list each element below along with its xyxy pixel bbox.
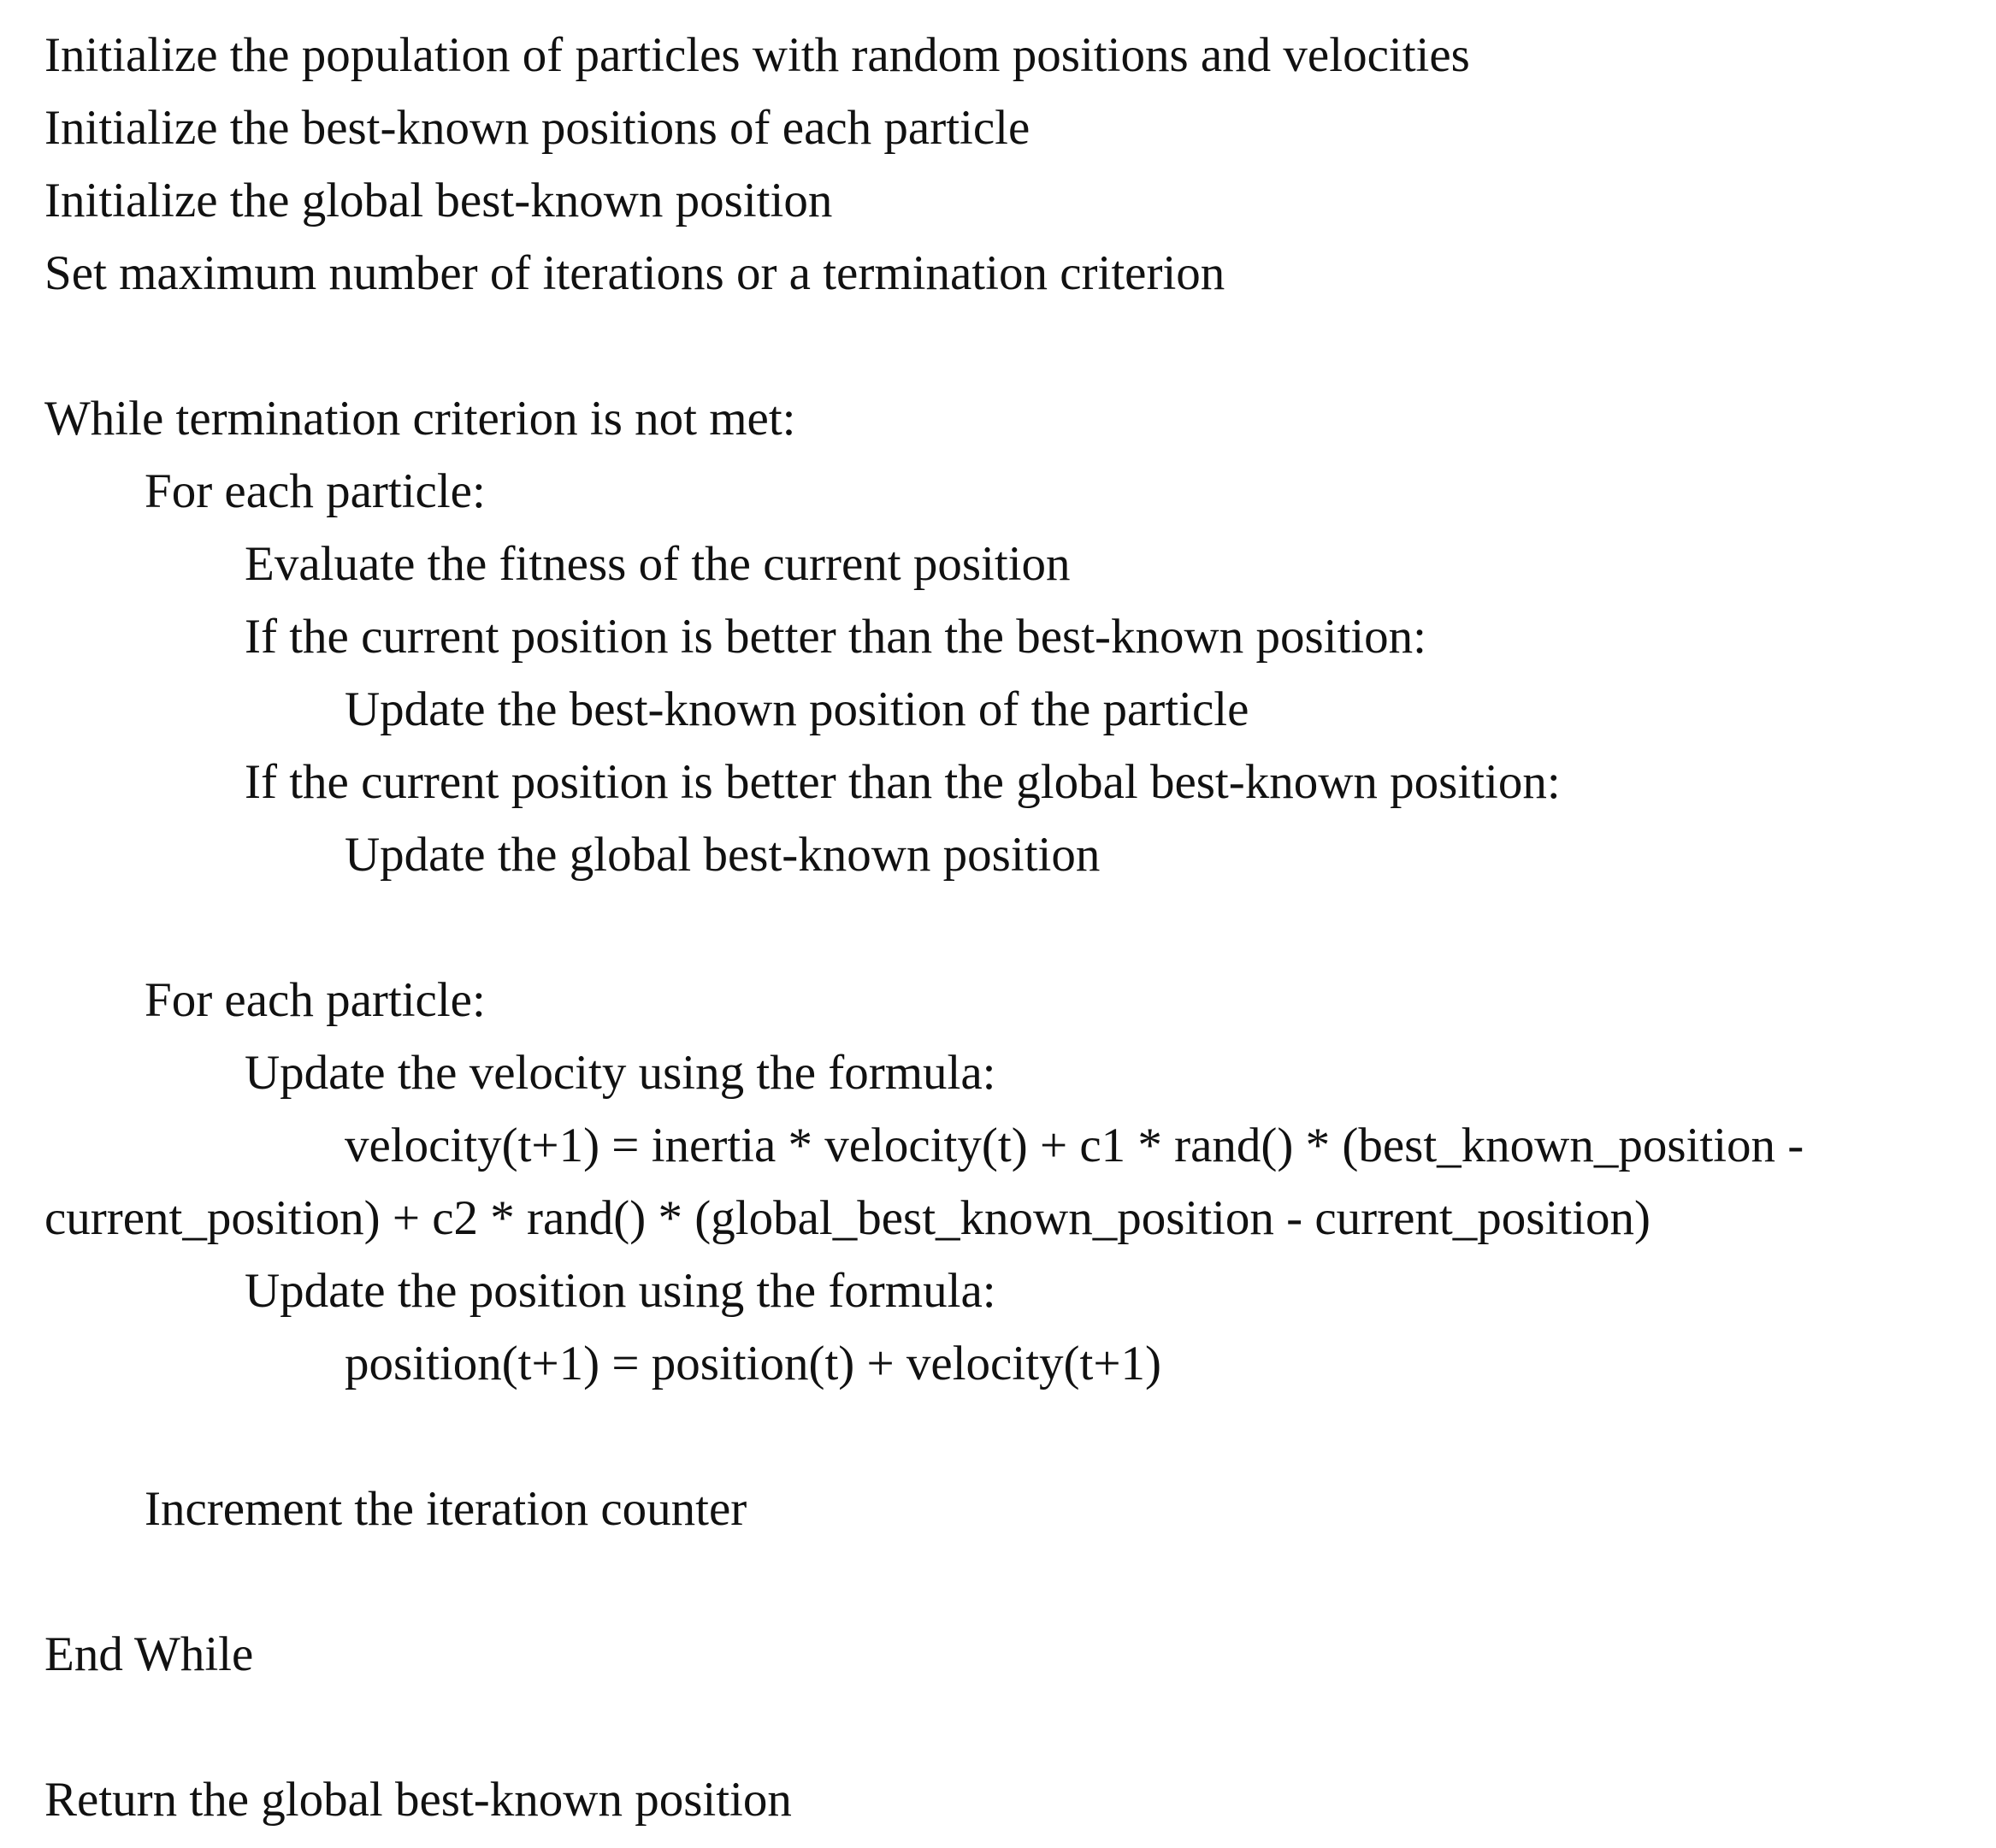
spacer xyxy=(44,891,1996,964)
update-personal-best-line: Update the best-known position of the particle xyxy=(345,682,1249,736)
velocity-formula-line-2: current_position) + c2 * rand() * (global_best_known_position - current_position) xyxy=(44,1191,1651,1245)
position-formula-line: position(t+1) = position(t) + velocity(t+1) xyxy=(345,1337,1161,1390)
for-each-particle-1: For each particle: xyxy=(145,464,486,518)
spacer xyxy=(44,1400,1996,1473)
if-personal-best-line: If the current position is better than the best-known position: xyxy=(245,610,1426,664)
increment-counter-line: Increment the iteration counter xyxy=(145,1482,747,1536)
velocity-formula-line-1: velocity(t+1) = inertia * velocity(t) + c1 * rand() * (best_known_position - xyxy=(345,1119,1804,1172)
init-global-best-line: Initialize the global best-known position xyxy=(44,174,833,227)
for-each-particle-2: For each particle: xyxy=(145,973,486,1027)
position-label-line: Update the position using the formula: xyxy=(245,1264,996,1318)
init-personal-best-line: Initialize the best-known positions of each particle xyxy=(44,101,1030,155)
return-line: Return the global best-known position xyxy=(44,1773,792,1827)
spacer xyxy=(44,310,1996,382)
while-header: While termination criterion is not met: xyxy=(44,392,796,446)
spacer xyxy=(44,1691,1996,1763)
set-termination-line: Set maximum number of iterations or a termination criterion xyxy=(44,246,1225,300)
init-population-line: Initialize the population of particles with random positions and velocities xyxy=(44,28,1470,82)
update-global-best-line: Update the global best-known position xyxy=(345,828,1101,882)
spacer xyxy=(44,1545,1996,1618)
velocity-label-line: Update the velocity using the formula: xyxy=(245,1046,996,1100)
pso-pseudocode xyxy=(44,19,1996,1836)
evaluate-fitness-line: Evaluate the fitness of the current position xyxy=(245,537,1071,591)
end-while-line: End While xyxy=(44,1627,254,1681)
if-global-best-line: If the current position is better than the global best-known position: xyxy=(245,755,1561,809)
